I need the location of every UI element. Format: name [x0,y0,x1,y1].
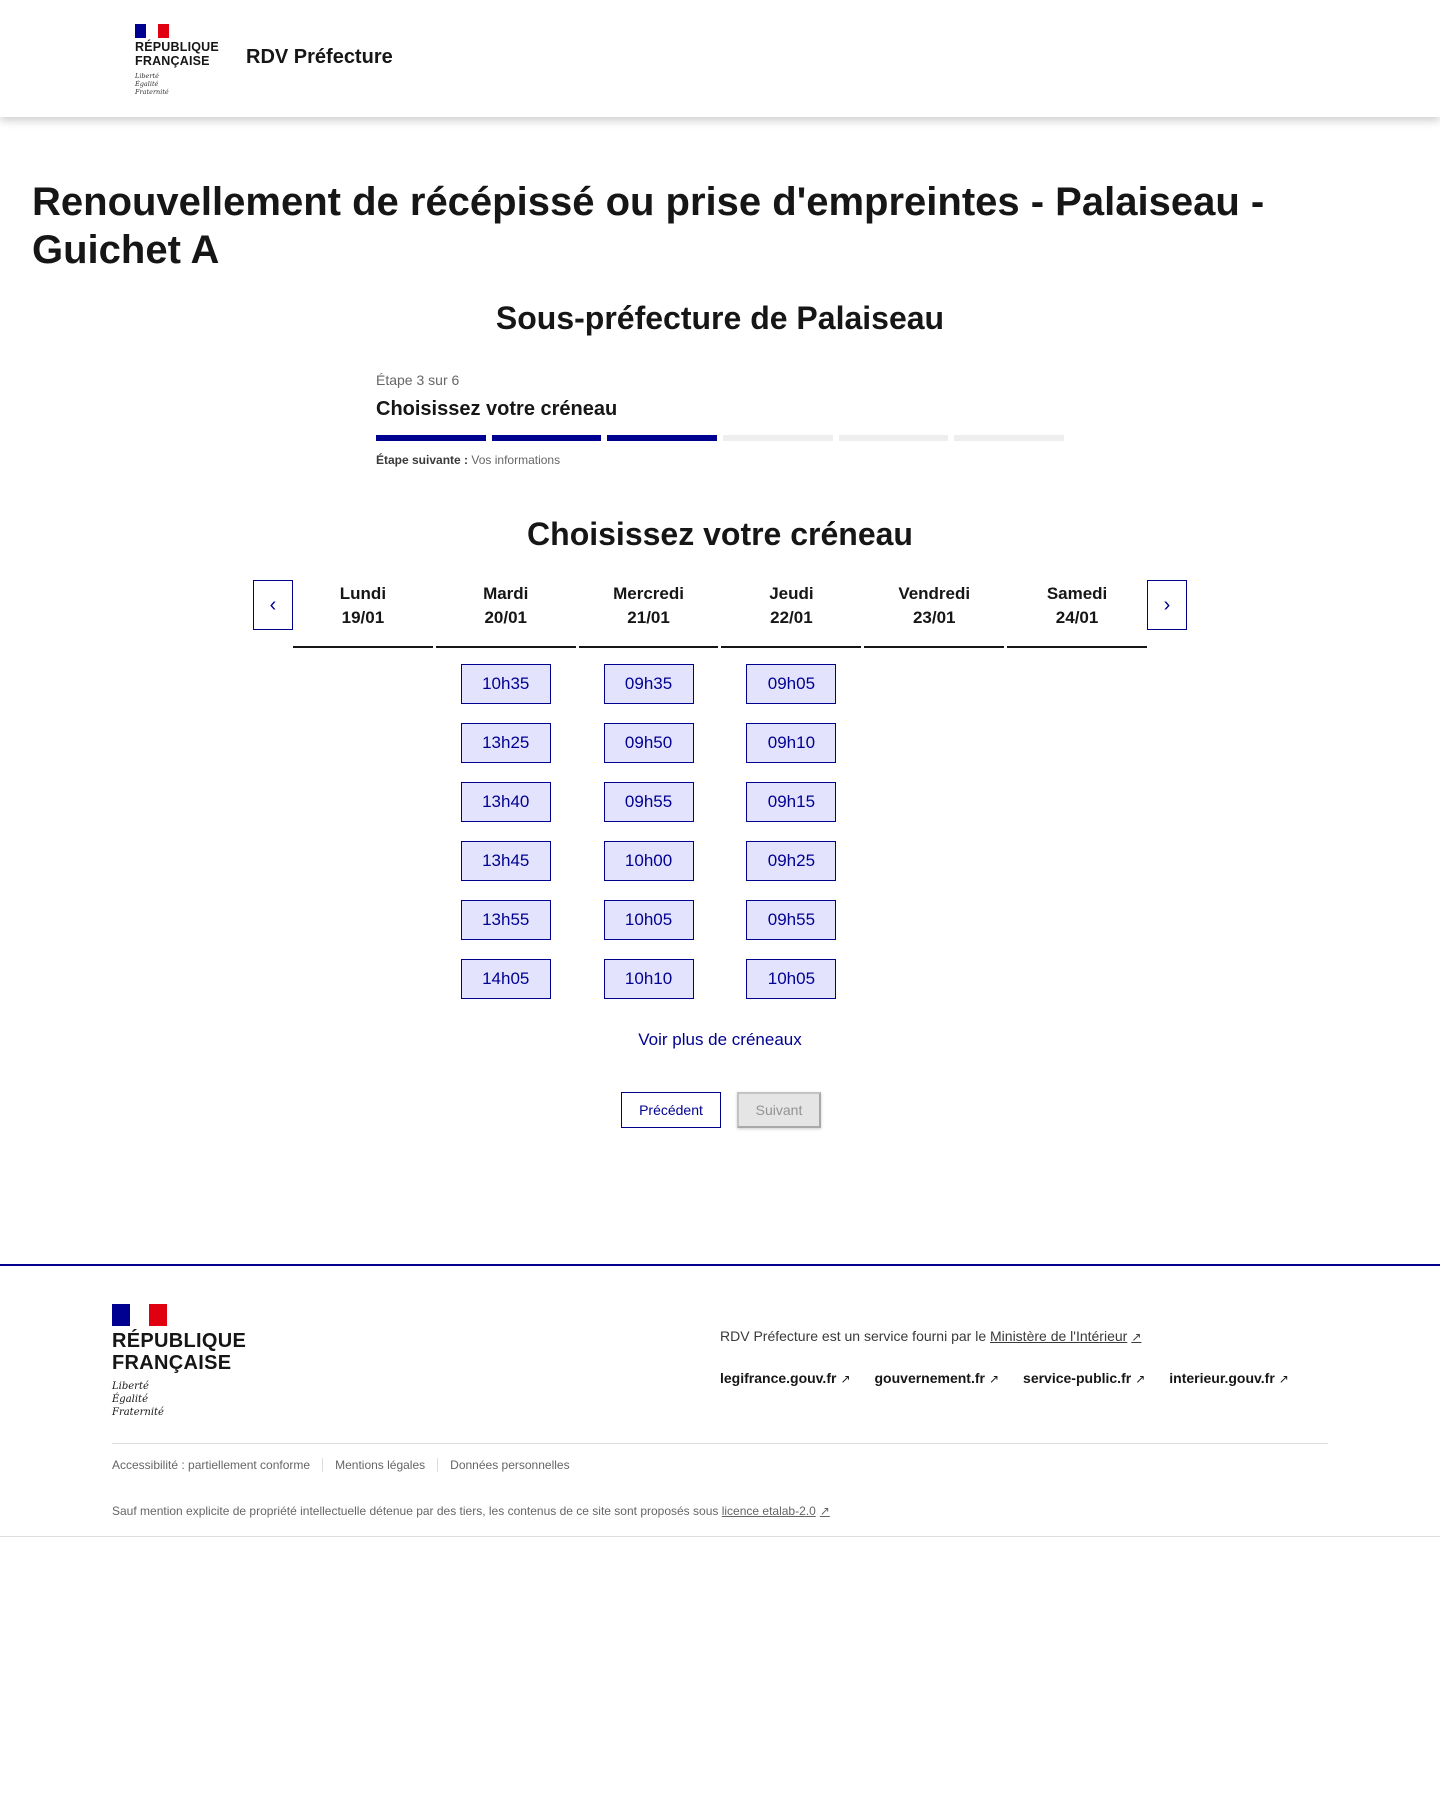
time-slot-button[interactable]: 13h25 [461,723,551,763]
day-name: Jeudi [769,584,814,603]
step-next [376,453,1064,467]
external-link-icon: ↗ [1135,1372,1146,1386]
day-column [864,580,1004,999]
day-header [293,580,433,648]
republique-francaise-logo[interactable] [135,24,219,96]
step-progress-bar [376,435,1064,441]
logo-text: RÉPUBLIQUE FRANÇAISE [135,40,219,68]
external-link-icon: ↗ [1131,1330,1142,1344]
previous-button[interactable]: Précédent [621,1092,721,1128]
time-slot-button[interactable]: 09h55 [746,900,836,940]
step-bar-segment [607,435,717,441]
footer-link[interactable] [720,1370,851,1386]
day-date: 24/01 [1055,608,1099,627]
stepper [376,372,1064,467]
next-week-button[interactable] [1147,580,1187,630]
footer-link-label: service-public.fr [1023,1370,1132,1386]
day-name: Mercredi [613,584,684,603]
logo-motto: Liberté Égalité Fraternité [135,72,169,96]
footer-link[interactable] [1169,1370,1289,1386]
time-slot-button[interactable]: 09h25 [746,841,836,881]
time-slot-button[interactable]: 14h05 [461,959,551,999]
day-header [579,580,719,648]
day-date: 19/01 [341,608,385,627]
day-column [436,580,576,999]
day-name: Lundi [339,584,387,603]
site-header [0,0,1440,117]
day-column [1007,580,1147,999]
footer-bottom-link[interactable]: Accessibilité : partiellement conforme [112,1458,311,1472]
day-date: 20/01 [484,608,528,627]
day-header [1007,580,1147,648]
site-footer [0,1264,1440,1537]
footer-bottom-link[interactable]: Mentions légales [322,1458,437,1472]
step-next-value: Vos informations [471,453,561,467]
footer-bottom-links [112,1458,582,1472]
footer-bottom-link[interactable]: Données personnelles [437,1458,581,1472]
footer-link[interactable] [1023,1370,1145,1386]
marianne-flag-icon [135,24,169,38]
footer-divider [112,1443,1328,1444]
footer-license [112,1504,830,1518]
step-next-label: Étape suivante : [376,453,469,467]
service-title[interactable]: RDV Préfecture [246,46,393,68]
section-title: Choisissez votre créneau [527,516,913,552]
slot-list [436,664,576,999]
external-link-icon: ↗ [988,1372,1000,1386]
time-slot-button[interactable]: 09h05 [746,664,836,704]
chevron-left-icon: ‹ [269,593,277,616]
footer-description [720,1328,1141,1344]
day-column [721,580,861,999]
time-slot-button[interactable]: 09h50 [604,723,694,763]
footer-logo-motto: Liberté Égalité Fraternité [112,1381,164,1418]
license-text: Sauf mention explicite de propriété intellectuelle détenue par des tiers, les contenus de ce site sont proposés sous [112,1504,722,1518]
day-date: 22/01 [770,608,813,627]
day-name: Samedi [1046,584,1108,603]
step-bar-segment [723,435,833,441]
day-header [864,580,1004,648]
chevron-right-icon: › [1163,593,1171,616]
slot-list [579,664,719,999]
previous-week-button[interactable] [253,580,293,630]
form-navigation [621,1092,821,1128]
ministere-link-label: Ministère de l'Intérieur [990,1328,1128,1344]
day-name: Mardi [483,584,529,603]
time-slot-button[interactable]: 09h10 [746,723,836,763]
next-button[interactable]: Suivant [737,1092,821,1128]
slot-list [721,664,861,999]
time-slot-button[interactable]: 10h35 [461,664,551,704]
step-bar-segment [376,435,486,441]
day-name: Vendredi [898,584,971,603]
day-header [436,580,576,648]
footer-republique-logo[interactable] [112,1304,246,1419]
step-bar-segment [492,435,602,441]
step-bar-segment [839,435,949,441]
footer-link-label: gouvernement.fr [874,1370,985,1386]
time-slot-button[interactable]: 09h35 [604,664,694,704]
day-column [579,580,719,999]
time-slot-button[interactable]: 13h45 [461,841,551,881]
time-slot-button[interactable]: 13h55 [461,900,551,940]
marianne-flag-icon [112,1304,167,1326]
external-link-icon: ↗ [1278,1372,1289,1386]
step-current-title: Choisissez votre créneau [376,398,618,420]
day-column [293,580,433,999]
time-slot-button[interactable]: 09h55 [604,782,694,822]
license-link[interactable] [722,1504,830,1518]
footer-links [720,1370,1289,1386]
day-date: 21/01 [627,608,670,627]
footer-link[interactable] [875,1370,1000,1386]
ministere-link[interactable] [990,1328,1141,1344]
time-slot-button[interactable]: 10h05 [604,900,694,940]
calendar-days [293,580,1147,999]
step-count: Étape 3 sur 6 [376,372,460,388]
footer-link-label: legifrance.gouv.fr [720,1370,837,1386]
prefecture-subtitle: Sous-préfecture de Palaiseau [495,300,945,336]
time-slot-button[interactable]: 09h15 [746,782,836,822]
external-link-icon: ↗ [840,1372,851,1386]
time-slot-button[interactable]: 10h10 [604,959,694,999]
footer-logo-text: RÉPUBLIQUE FRANÇAISE [112,1330,247,1374]
day-date: 23/01 [912,608,956,627]
time-slot-button[interactable]: 10h00 [604,841,694,881]
external-link-icon: ↗ [819,1504,830,1518]
more-slots-link[interactable]: Voir plus de créneaux [638,1030,802,1049]
day-header [721,580,861,648]
page-title: Renouvellement de récépissé ou prise d'empreintes - Palaiseau - Guichet A [32,180,1265,272]
license-link-label: licence etalab-2.0 [721,1504,816,1518]
time-slot-button[interactable]: 13h40 [461,782,551,822]
footer-desc-text: RDV Préfecture est un service fourni par le [720,1328,991,1344]
time-slot-button[interactable]: 10h05 [746,959,836,999]
step-bar-segment [954,435,1064,441]
footer-link-label: interieur.gouv.fr [1169,1370,1275,1386]
